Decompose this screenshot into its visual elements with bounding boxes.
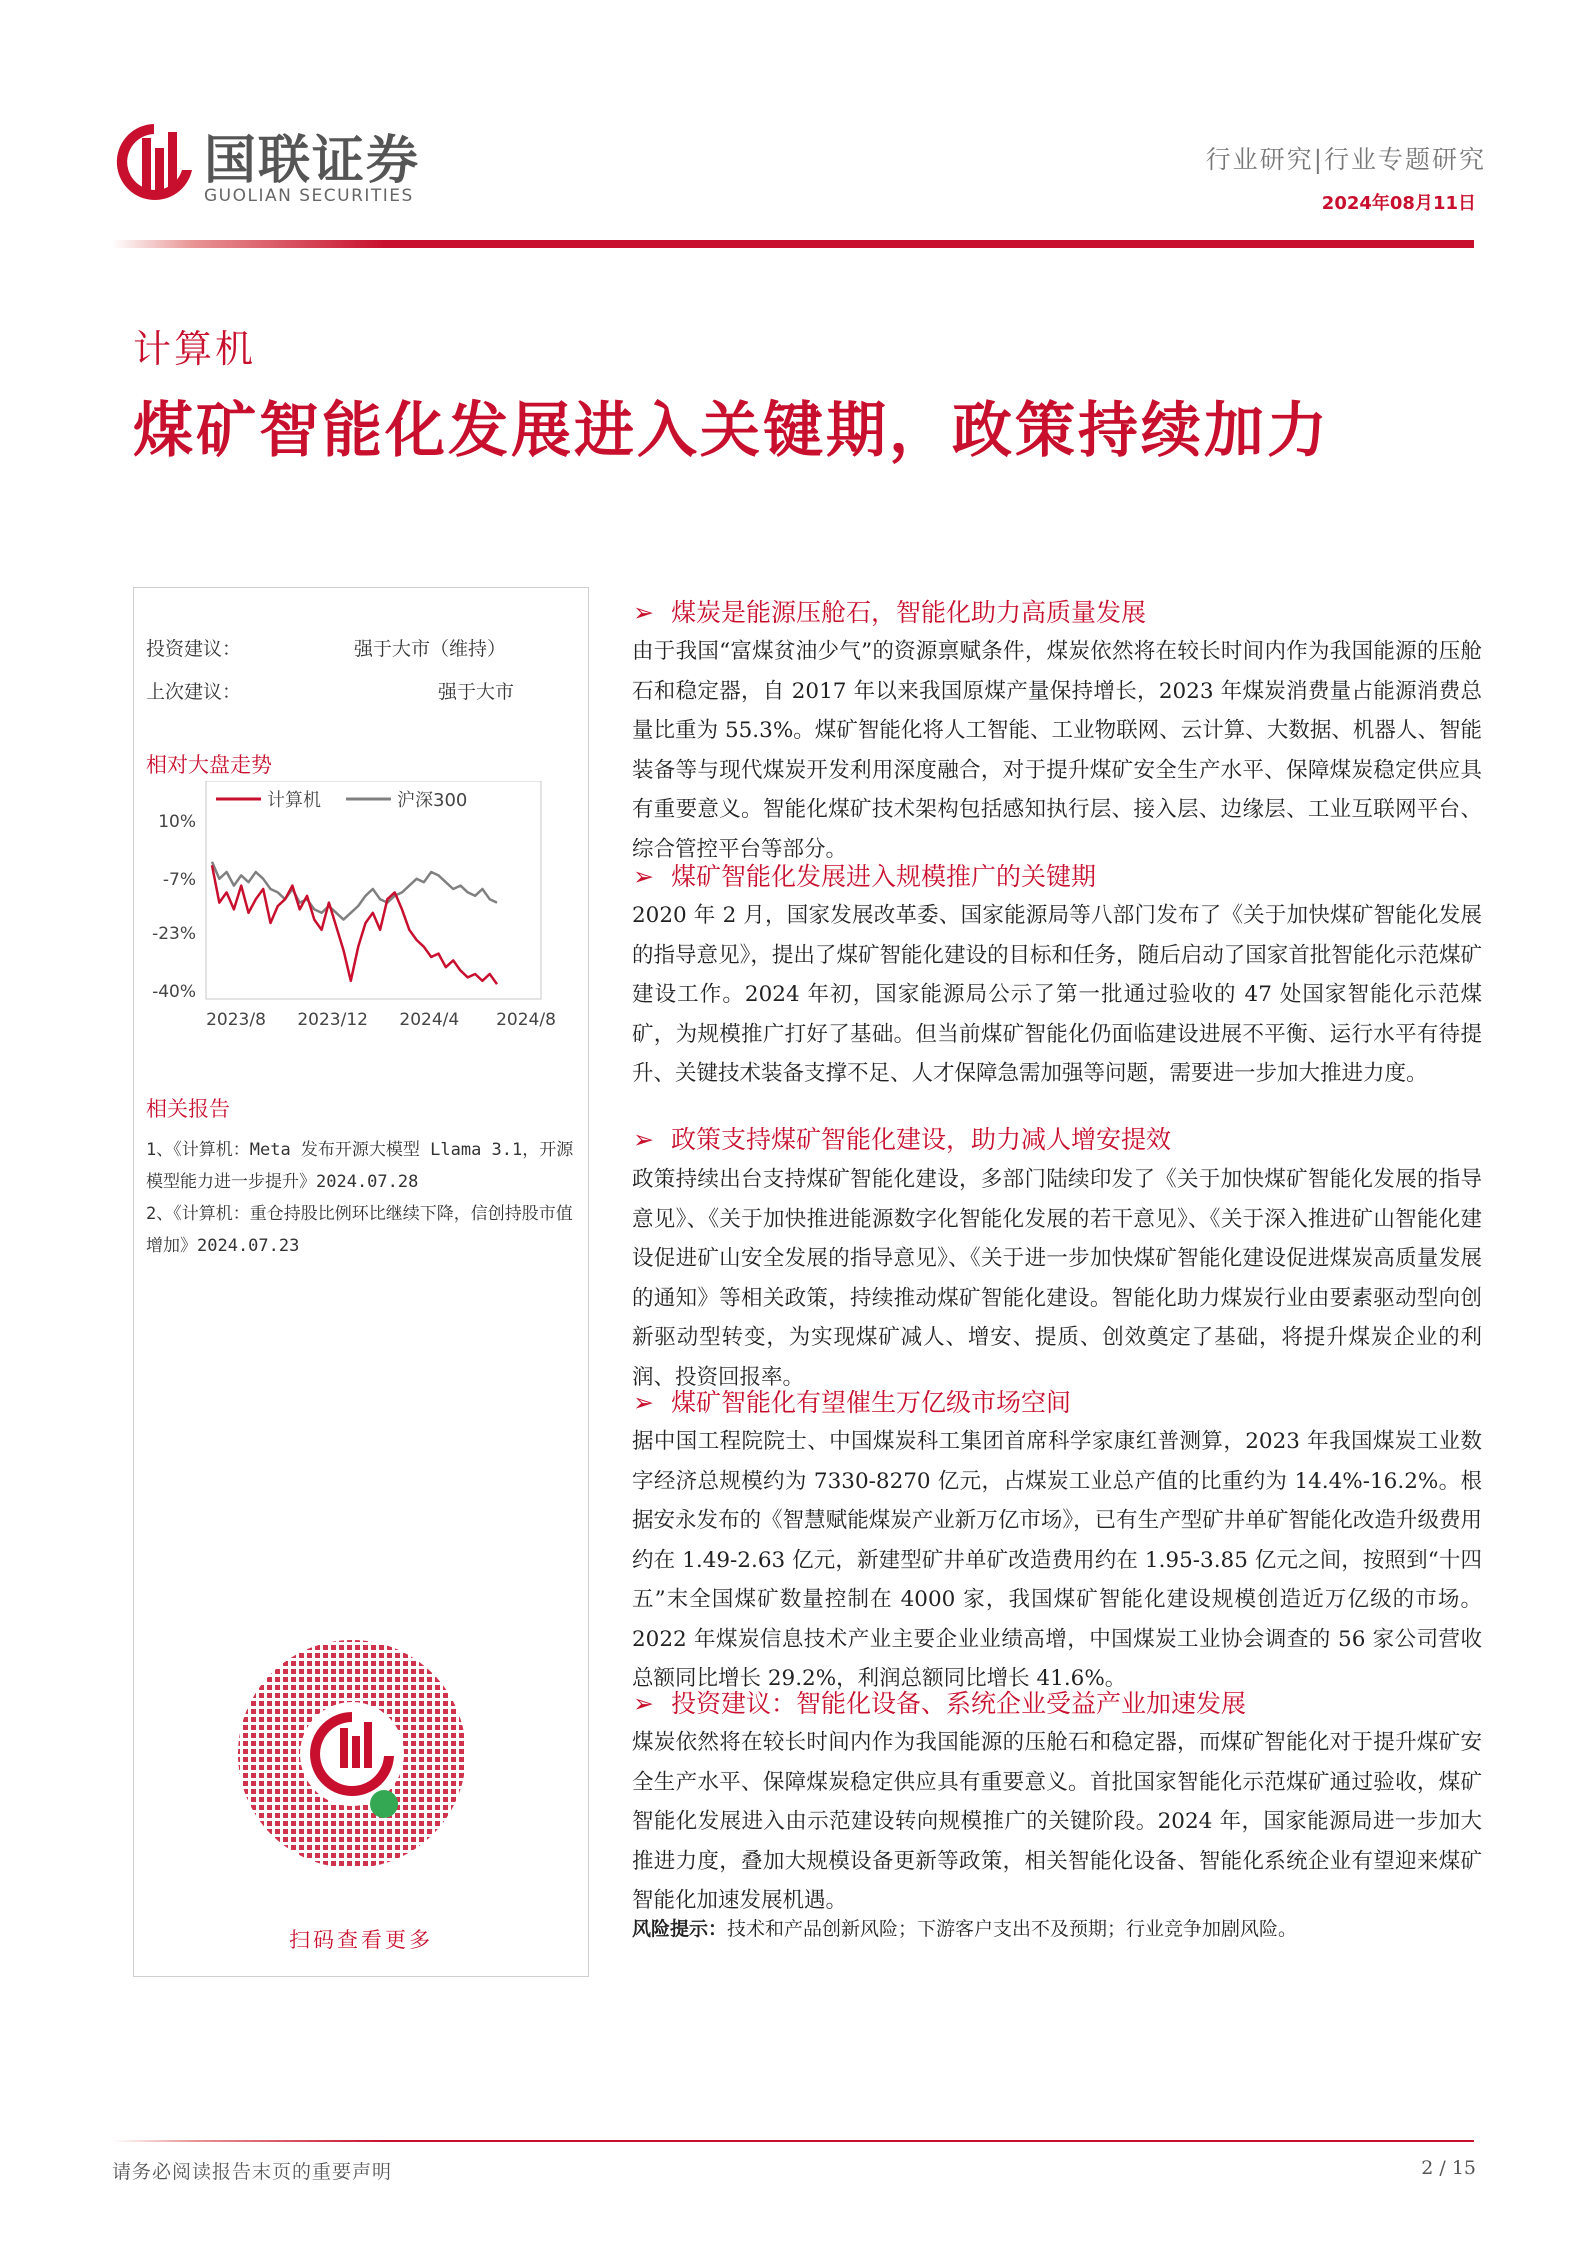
legend-label-computer: 计算机 [267, 790, 321, 811]
x-tick-label: 2023/12 [297, 1010, 368, 1030]
related-report-item[interactable]: 2、《计算机：重仓持股比例环比继续下降，信创持股市值增加》2024.07.23 [146, 1204, 573, 1256]
rating-label: 投资建议： [146, 638, 242, 660]
related-reports-heading: 相关报告 [146, 1097, 230, 1121]
risk-text: 技术和产品创新风险；下游客户支出不及预期；行业竞争加剧风险。 [727, 1918, 1298, 1940]
sector-label: 计算机 [133, 327, 257, 371]
report-type: 行业研究|行业专题研究 [1205, 145, 1486, 174]
report-title: 煤矿智能化发展进入关键期，政策持续加力 [133, 396, 1330, 466]
section-heading: ➢ 投资建议：智能化设备、系统企业受益产业加速发展 [633, 1689, 1247, 1718]
chart-heading: 相对大盘走势 [146, 753, 272, 777]
section-body: 煤炭依然将在较长时间内作为我国能源的压舱石和稳定器，而煤矿智能化对于提升煤矿安全生产水平、保障煤炭稳定供应具有重要意义。首批国家智能化示范煤矿通过验收，煤矿智能化发展进入由示范建设转向规模推广的关键阶段。2024 年，国家能源局进一步加大推进力度，叠加大规模设备更新等政策，相关智能化设备、智能化系统企业有望迎来煤矿智能化加速发展机遇。 [632, 1730, 1482, 1913]
qr-code[interactable] [234, 1636, 470, 1872]
header-divider [112, 240, 1474, 248]
page-number: 2 / 15 [1421, 2157, 1476, 2179]
section-heading: ➢ 政策支持煤矿智能化建设，助力减人增安提效 [633, 1125, 1172, 1154]
logo-mark-icon [112, 118, 196, 214]
footer-divider [112, 2140, 1474, 2142]
relative-performance-chart [136, 781, 586, 1061]
qr-caption: 扫码查看更多 [289, 1928, 433, 1952]
risk-warning [632, 1914, 1297, 1941]
rating-value: 强于大市（维持） [354, 638, 507, 660]
related-report-item[interactable]: 1、《计算机：Meta 发布开源大模型 Llama 3.1，开源模型能力进一步提升》2024.07.28 [146, 1140, 574, 1192]
disclaimer-note: 请务必阅读报告末页的重要声明 [112, 2161, 393, 2183]
section-heading: ➢ 煤炭是能源压舱石，智能化助力高质量发展 [633, 598, 1147, 627]
x-tick-label: 2023/8 [206, 1010, 266, 1030]
brand-name-en: GUOLIAN SECURITIES [204, 186, 414, 206]
arrow-bullet-icon: ➢ [633, 1388, 654, 1417]
section-body: 政策持续出台支持煤矿智能化建设，多部门陆续印发了《关于加快煤矿智能化发展的指导意见》、《关于加快推进能源数字化智能化发展的若干意见》、《关于深入推进矿山智能化建设促进矿山安全发展的指导意见》、《关于进一步加快煤矿智能化建设促进煤炭高质量发展的通知》等相关政策，持续推动煤矿智能化建设。智能化助力煤炭行业由要素驱动型向创新驱动型转变，为实现煤矿减人、增安、提质、创效奠定了基础，将提升煤炭企业的利润、投资回报率。 [632, 1167, 1482, 1390]
chart-legend [216, 790, 467, 811]
arrow-bullet-icon: ➢ [633, 1689, 654, 1718]
x-tick-label: 2024/4 [399, 1010, 460, 1030]
mini-program-icon [370, 1790, 398, 1818]
section-body: 2020 年 2 月，国家发展改革委、国家能源局等八部门发布了《关于加快煤矿智能化发展的指导意见》，提出了煤矿智能化建设的目标和任务，随后启动了国家首批智能化示范煤矿建设工作。2024 年初，国家能源局公示了第一批通过验收的 47 处国家智能化示范煤矿，为规模推广打好了基础。但当前煤矿智能化仍面临建设进展不平衡、运行水平有待提升、关键技术装备支撑不足、人才保障急需加强等问题，需要进一步加大推进力度。 [632, 903, 1482, 1086]
company-logo [112, 118, 512, 218]
report-date: 2024年08月11日 [1321, 193, 1476, 214]
brand-name-cn: 国联证券 [204, 131, 421, 191]
arrow-bullet-icon: ➢ [633, 598, 654, 627]
series-line-computer [212, 865, 497, 984]
y-tick-label: 10% [158, 812, 196, 832]
y-tick-label: -23% [152, 924, 196, 945]
arrow-bullet-icon: ➢ [633, 1125, 654, 1154]
prev-rating-label: 上次建议： [146, 681, 242, 703]
prev-rating-value: 强于大市 [438, 681, 515, 703]
risk-label: 风险提示： [632, 1918, 728, 1940]
arrow-bullet-icon: ➢ [633, 862, 654, 891]
legend-label-hs300: 沪深300 [397, 790, 468, 811]
series-line-hs300 [212, 862, 497, 920]
y-tick-label: -7% [162, 869, 196, 890]
y-tick-label: -40% [152, 982, 196, 1002]
section-heading: ➢ 煤矿智能化有望催生万亿级市场空间 [633, 1388, 1072, 1417]
section-body: 由于我国“富煤贫油少气”的资源禀赋条件，煤炭依然将在较长时间内作为我国能源的压舱石和稳定器，自 2017 年以来我国原煤产量保持增长，2023 年煤炭消费量占能源消费总量比重为 55.3%。煤矿智能化将人工智能、工业物联网、云计算、大数据、机器人、智能装备等与现代煤炭开发利用深度融合，对于提升煤矿安全生产水平、保障煤炭稳定供应具有重要意义。智能化煤矿技术架构包括感知执行层、接入层、边缘层、工业互联网平台、综合管控平台等部分。 [632, 639, 1482, 862]
x-tick-label: 2024/8 [496, 1010, 556, 1030]
section-body: 据中国工程院院士、中国煤炭科工集团首席科学家康红普测算，2023 年我国煤炭工业数字经济总规模约为 7330-8270 亿元，占煤炭工业总产值的比重约为 14.4%-16.2%。根据安永发布的《智慧赋能煤炭产业新万亿市场》，已有生产型矿井单矿智能化改造升级费用约在 1.49-2.63 亿元，新建型矿井单矿改造费用约在 1.95-3.85 亿元之间，按照到“十四五”末全国煤矿数量控制在 4000 家，我国煤矿智能化建设规模创造近万亿级的市场。2022 年煤炭信息技术产业主要企业业绩高增，中国煤炭工业协会调查的 56 家公司营收总额同比增长 29.2%，利润总额同比增长 41.6%。 [632, 1429, 1482, 1691]
section-heading: ➢ 煤矿智能化发展进入规模推广的关键期 [633, 862, 1097, 891]
sidebar-panel [133, 587, 589, 1977]
